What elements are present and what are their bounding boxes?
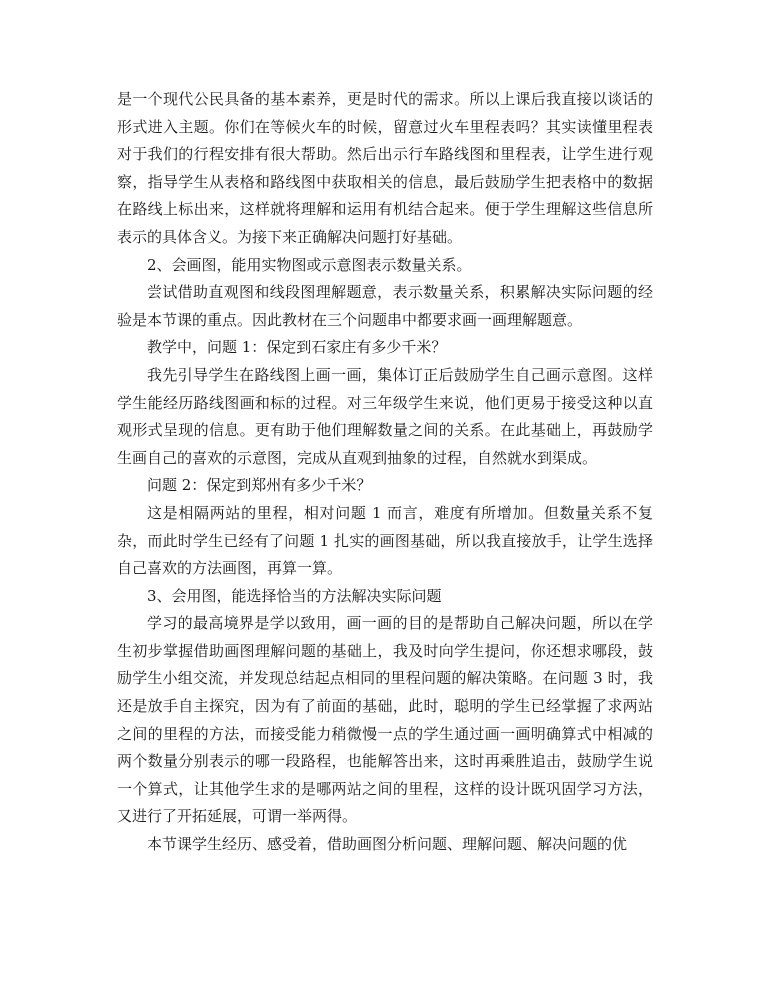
question-1-heading: 教学中，问题 1：保定到石家庄有多少千米？ xyxy=(147,338,447,357)
document-body xyxy=(117,86,653,859)
paragraph: 学习的最高境界是学以致用，画一画的目的是帮助自己解决问题，所以在学生初步掌握借助画图理解问题的基础上，我及时向学生提问，你还想求哪段，鼓励学生小组交流，并发现总结起点相同的里程问题的解决策略。在问题 3 时，我还是放手自主探究，因为有了前面的基础，此时，聪明的学生已经掌握了求两站之间的里程的方法，而接受能力稍微慢一点的学生通过画一画明确算式中相减的两个数量分别表示的哪一段路程，也能解答出来，这时再乘胜追击，鼓励学生说一个算式，让其他学生求的是哪两站之间的里程，这样的设计既巩固学习方法，又进行了开拓延展，可谓一举两得。 xyxy=(117,614,653,826)
paragraph: 我先引导学生在路线图上画一画，集体订正后鼓励学生自己画示意图。这样学生能经历路线图画和标的过程。对三年级学生来说，他们更易于接受这种以直观形式呈现的信息。更有助于他们理解数量之间的关系。在此基础上，再鼓励学生画自己的喜欢的示意图，完成从直观到抽象的过程，自然就水到渠成。 xyxy=(117,365,653,467)
paragraph-continuation: 是一个现代公民具备的基本素养，更是时代的需求。所以上课后我直接以谈话的形式进入主题。你们在等候火车的时候，留意过火车里程表吗？其实读懂里程表对于我们的行程安排有很大帮助。然后出示行车路线图和里程表，让学生进行观察，指导学生从表格和路线图中获取相关的信息，最后鼓励学生把表格中的数据在路线上标出来，这样就将理解和运用有机结合起来。便于学生理解这些信息所表示的具体含义。为接下来正确解决问题打好基础。 xyxy=(117,90,653,246)
section-heading-use: 3、会用图，能选择恰当的方法解决实际问题 xyxy=(147,586,442,605)
paragraph: 这是相隔两站的里程，相对问题 1 而言，难度有所增加。但数量关系不复杂，而此时学生已经有了问题 1 扎实的画图基础，所以我直接放手，让学生选择自己喜欢的方法画图，再算一算。 xyxy=(117,503,653,578)
question-2-heading: 问题 2：保定到郑州有多少千米？ xyxy=(147,476,372,495)
paragraph: 尝试借助直观图和线段图理解题意，表示数量关系，积累解决实际问题的经验是本节课的重点。因此教材在三个问题串中都要求画一画理解题意。 xyxy=(117,283,653,329)
section-heading-draw: 2、会画图，能用实物图或示意图表示数量关系。 xyxy=(147,255,472,274)
paragraph-truncated: 本节课学生经历、感受着，借助画图分析问题、理解问题、解决问题的优 xyxy=(147,835,628,854)
